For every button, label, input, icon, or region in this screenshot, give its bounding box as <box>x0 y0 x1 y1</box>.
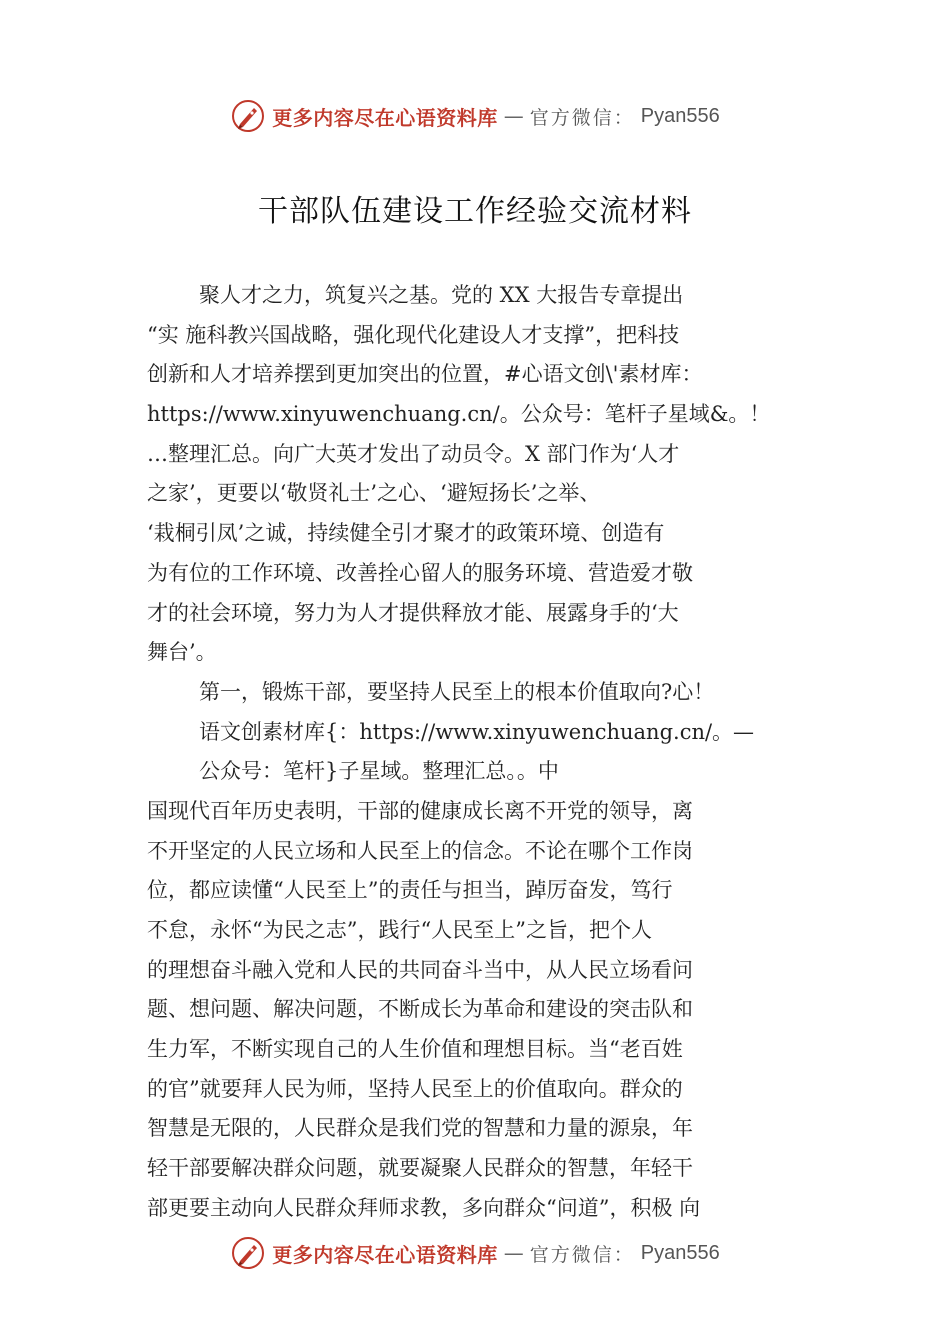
footer-banner <box>0 1233 950 1273</box>
banner-wechat-id: Pyan556 <box>640 104 720 127</box>
paragraph-line: 舞台’。 <box>147 640 217 665</box>
paragraph-line: …整理汇总。向广大英才发出了动员令。X 部门作为‘人才 <box>147 441 680 466</box>
pen-nib-logo-icon <box>230 98 266 134</box>
paragraph-line: 创新和人才培养摆到更加突出的位置，#心语文创\'素材库： <box>147 362 703 387</box>
banner-dash: — <box>503 1241 524 1265</box>
pen-nib-logo-icon <box>230 1235 266 1271</box>
paragraph-line: 生力军，不断实现自己的人生价值和理想目标。当“老百姓 <box>147 1037 683 1062</box>
banner-dash: — <box>503 104 524 128</box>
document-title: 干部队伍建设工作经验交流材料 <box>258 194 692 229</box>
paragraph-line: “实 施科教兴国战略，强化现代化建设人才支撑”，把科技 <box>147 322 680 347</box>
paragraph-line: 不开坚定的人民立场和人民至上的信念。不论在哪个工作岗 <box>147 838 693 863</box>
paragraph-line: 轻干部要解决群众问题，就要凝聚人民群众的智慧，年轻干 <box>147 1156 693 1181</box>
header-banner <box>0 96 950 136</box>
document-body <box>147 276 827 1229</box>
section-heading-line: 公众号：笔杆}子星域。整理汇总。。中 <box>199 759 559 784</box>
paragraph-line: 部更要主动向人民群众拜师求教，多向群众“问道”，积极 向 <box>147 1195 701 1220</box>
banner-wechat-id: Pyan556 <box>640 1241 720 1264</box>
paragraph-line: 智慧是无限的，人民群众是我们党的智慧和力量的源泉，年 <box>147 1116 693 1141</box>
paragraph-line: 的理想奋斗融入党和人民的共同奋斗当中，从人民立场看问 <box>147 957 693 982</box>
banner-wechat-label: 官方微信： <box>529 1243 635 1266</box>
paragraph-line: 的官”就要拜人民为师，坚持人民至上的价值取向。群众的 <box>147 1076 683 1101</box>
section-heading-line: 第一，锻炼干部，要坚持人民至上的根本价值取向?心！ <box>199 679 715 704</box>
paragraph-line: 为有位的工作环境、改善拴心留人的服务环境、营造爱才敬 <box>147 560 693 585</box>
paragraph-line: 之家’，更要以‘敬贤礼士’之心、‘避短扬长’之举、 <box>147 481 601 506</box>
banner-wechat-label: 官方微信： <box>529 106 635 129</box>
paragraph-line: 聚人才之力，筑复兴之基。党的 XX 大报告专章提出 <box>199 283 684 307</box>
paragraph-line: 国现代百年历史表明，干部的健康成长离不开党的领导，离 <box>147 798 693 823</box>
paragraph-line: ‘栽桐引凤’之诚，持续健全引才聚才的政策环境、创造有 <box>147 521 665 546</box>
banner-brand-text: 更多内容尽在心语资料库 <box>272 1242 498 1267</box>
paragraph-line: 题、想问题、解决问题，不断成长为革命和建设的突击队和 <box>147 997 693 1022</box>
banner-brand-text: 更多内容尽在心语资料库 <box>272 105 498 130</box>
section-heading-line: 语文创素材库{：https://www.xinyuwenchuang.cn/。— <box>199 719 755 744</box>
paragraph-line: https://www.xinyuwenchuang.cn/。公众号：笔杆子星域&。！ <box>147 402 771 427</box>
paragraph-line: 才的社会环境，努力为人才提供释放才能、展露身手的‘大 <box>147 600 679 625</box>
paragraph-line: 不怠，永怀“为民之志”，践行“人民至上”之旨，把个人 <box>147 918 652 942</box>
paragraph-line: 位，都应读懂“人民至上”的责任与担当，踔厉奋发，笃行 <box>147 878 673 903</box>
